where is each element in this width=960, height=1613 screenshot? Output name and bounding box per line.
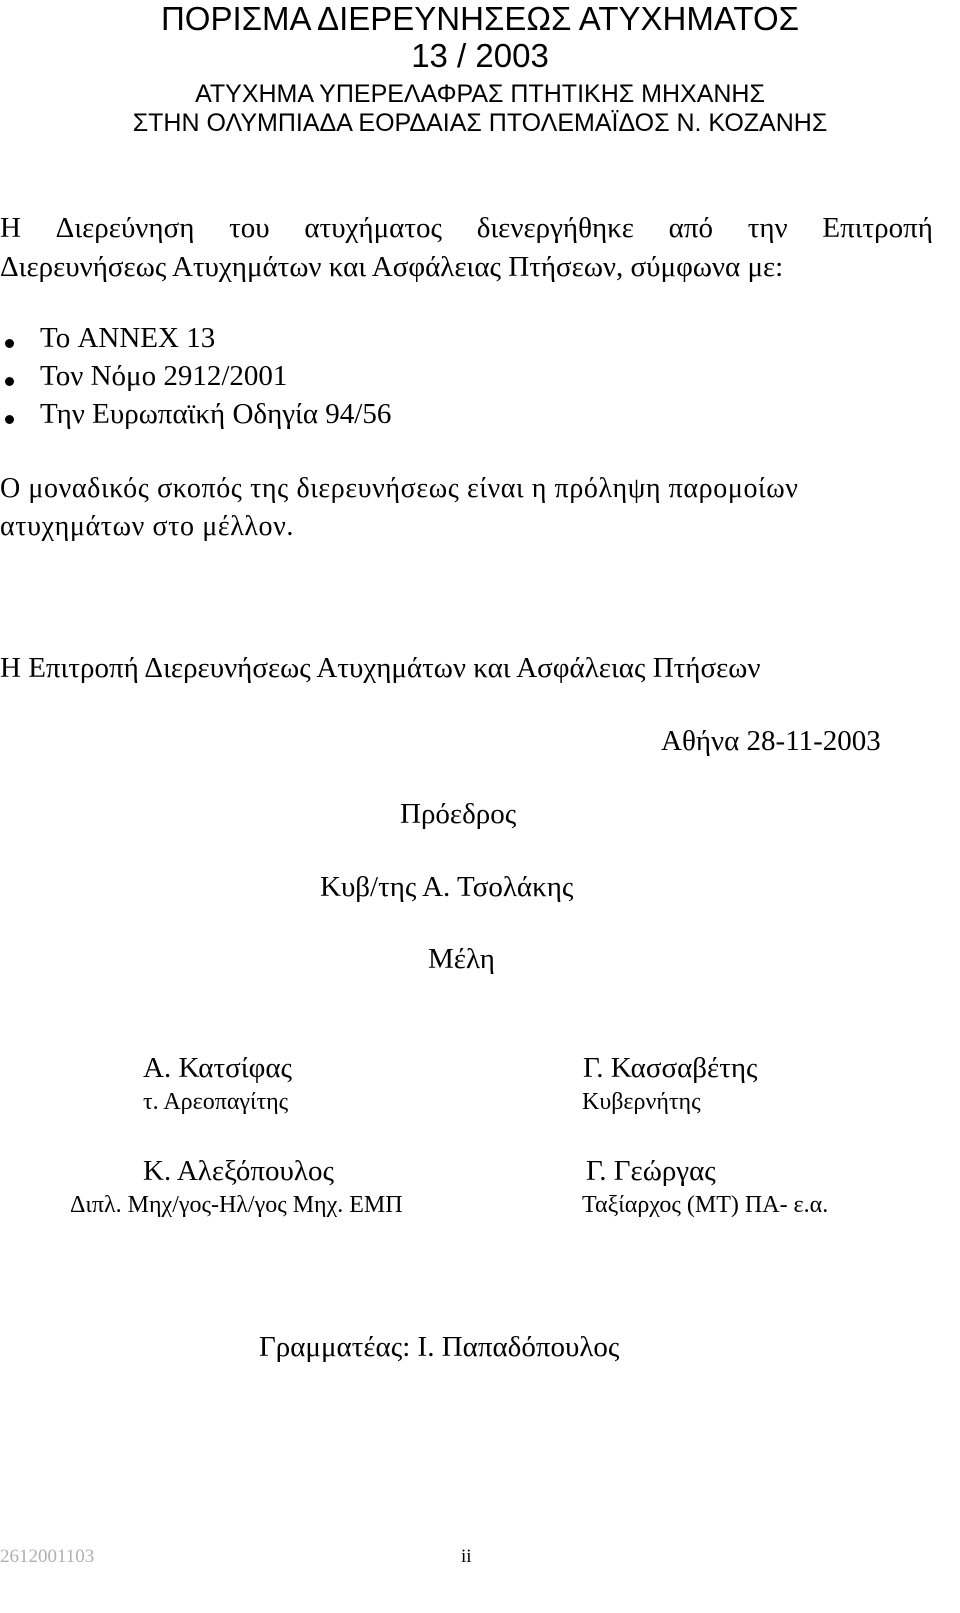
intro-word: Η <box>0 212 21 244</box>
president-name: Κυβ/της Α. Τσολάκης <box>320 871 574 903</box>
bullet-item: Το ANNEX 13 <box>40 322 216 354</box>
intro-word: διενεργήθηκε <box>476 212 634 244</box>
footer-page-number: ii <box>461 1546 472 1567</box>
member-name: Κ. Αλεξόπουλος <box>143 1155 334 1187</box>
report-number: 13 / 2003 <box>411 37 549 74</box>
member-name: Γ. Γεώργας <box>586 1155 716 1187</box>
subtitle-line-1: ΑΤΥΧΗΜΑ ΥΠΕΡΕΛΑΦΡΑΣ ΠΤΗΤΙΚΗΣ ΜΗΧΑΝΗΣ <box>195 80 765 108</box>
intro-line-2: Διερευνήσεως Ατυχημάτων και Ασφάλειας Πτήσεων, σύμφωνα με: <box>0 251 784 283</box>
bullet-icon <box>5 415 14 424</box>
member-title: Κυβερνήτης <box>582 1089 701 1115</box>
committee-name: Η Επιτροπή Διερευνήσεως Ατυχημάτων και Ασφάλειας Πτήσεων <box>0 652 761 684</box>
bullet-icon <box>5 377 14 386</box>
member-title: τ. Αρεοπαγίτης <box>143 1089 289 1115</box>
intro-word: από <box>668 212 713 244</box>
intro-word: την <box>747 212 788 244</box>
bullet-item: Τον Νόμο 2912/2001 <box>40 360 288 392</box>
secretary: Γραμματέας: Ι. Παπαδόπουλος <box>259 1331 620 1363</box>
subtitle-line-2: ΣΤΗΝ ΟΛΥΜΠΙΑΔΑ ΕΟΡΔΑΙΑΣ ΠΤΟΛΕΜΑΪΔΟΣ Ν. ΚΟΖΑΝΗΣ <box>132 109 828 137</box>
document-title: ΠΟΡΙΣΜΑ ΔΙΕΡΕΥΝΗΣΕΩΣ ΑΤΥΧΗΜΑΤΟΣ <box>160 0 800 37</box>
intro-word: Επιτροπή <box>822 212 933 244</box>
intro-word: ατυχήματος <box>304 212 442 244</box>
member-title: Ταξίαρχος (ΜΤ) ΠΑ- ε.α. <box>582 1192 829 1218</box>
president-role: Πρόεδρος <box>400 798 517 830</box>
purpose-line-1: Ο μοναδικός σκοπός της διερευνήσεως είναι η πρόληψη παρομοίων <box>0 473 799 504</box>
members-heading: Μέλη <box>428 943 495 975</box>
purpose-line-2: ατυχημάτων στο μέλλον. <box>0 511 295 542</box>
member-title: Διπλ. Μηχ/γος-Ηλ/γος Μηχ. ΕΜΠ <box>70 1192 403 1218</box>
bullet-icon <box>5 339 14 348</box>
bullet-item: Την Ευρωπαϊκή Οδηγία 94/56 <box>40 398 392 430</box>
member-name: Γ. Κασσαβέτης <box>583 1052 758 1084</box>
place-date: Αθήνα 28-11-2003 <box>661 725 881 757</box>
member-name: Α. Κατσίφας <box>143 1052 293 1084</box>
intro-line-1 <box>0 212 933 245</box>
footer-document-code: 2612001103 <box>0 1546 95 1567</box>
intro-word: του <box>229 212 270 244</box>
intro-word: Διερεύνηση <box>55 212 195 244</box>
